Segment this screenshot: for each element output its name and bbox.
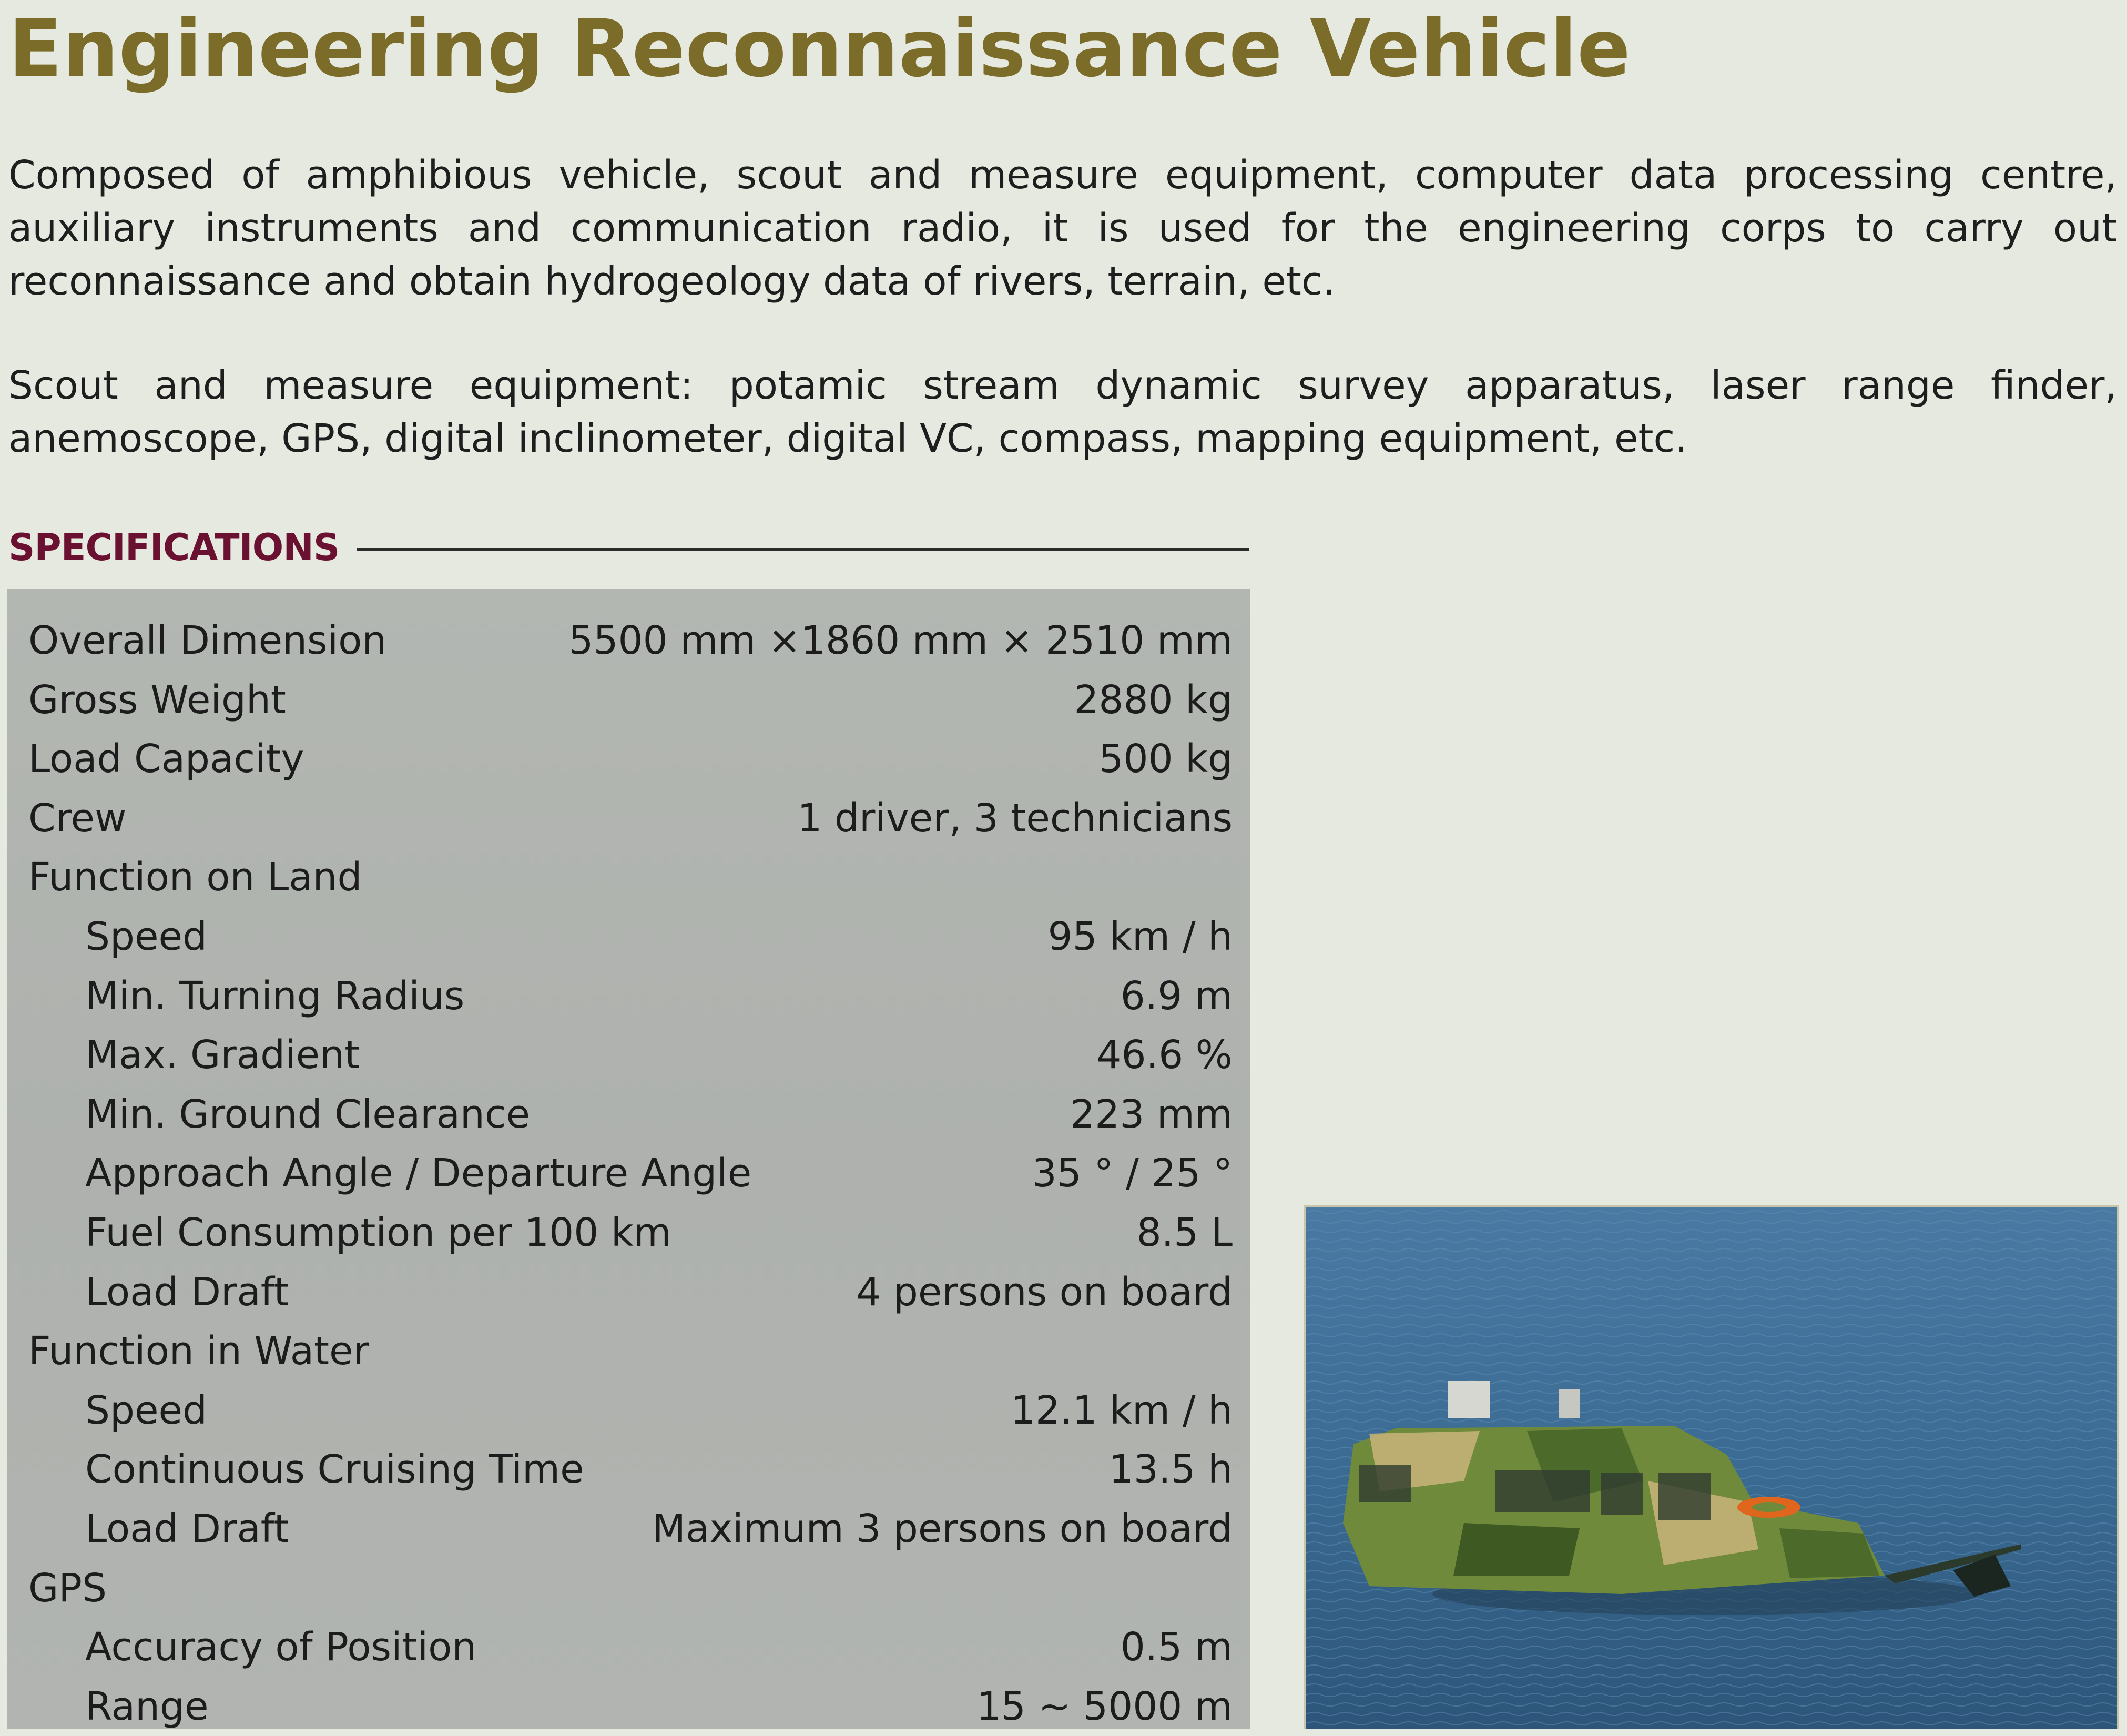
spec-value: 6.9 m [1120,973,1233,1019]
spec-label: Load Draft [85,1269,289,1315]
spec-label: Function in Water [28,1328,370,1374]
specifications-list [28,611,1233,1736]
spec-label: Load Capacity [28,736,304,782]
spec-row [28,967,1233,1026]
amphibious-vehicle-image [1306,1207,2119,1729]
spec-label: Min. Turning Radius [85,973,465,1019]
spec-value: 15 ~ 5000 m [976,1683,1233,1729]
spec-label: Approach Angle / Departure Angle [85,1151,752,1196]
spec-row [28,1026,1233,1085]
spec-row [28,1440,1233,1499]
spec-label: Gross Weight [28,677,286,723]
spec-value: 2880 kg [1074,677,1233,723]
spec-label: Function on Land [28,855,362,900]
specifications-heading [8,524,1249,571]
spec-row [28,907,1233,967]
specifications-table [7,589,1250,1729]
description-paragraph: Composed of amphibious vehicle, scout and measure equipment, computer data processing centre, auxiliary instruments and communication radio, it is used for the engineering corps to carry out reconnaissance and obtain hydrogeology data of rivers, terrain, etc. [8,153,2117,304]
vehicle-photo [1304,1205,2119,1729]
spec-value: 12.1 km / h [1010,1387,1233,1433]
spec-label: Min. Ground Clearance [85,1091,531,1137]
spec-value: 500 kg [1098,736,1233,782]
spec-row [28,1322,1233,1381]
spec-value: 1 driver, 3 technicians [797,795,1233,841]
spec-row [28,1381,1233,1440]
spec-value: 95 km / h [1047,913,1233,959]
page-title: Engineering Reconnaissance Vehicle [8,3,1631,95]
spec-row [28,1559,1233,1618]
spec-value: 223 mm [1070,1091,1233,1137]
spec-label: Range [85,1683,209,1729]
spec-label: Load Draft [85,1506,289,1551]
heading-rule [357,548,1249,551]
spec-row [28,729,1233,789]
spec-value: 8.5 L [1136,1210,1233,1255]
equipment-paragraph: Scout and measure equipment: potamic stream dynamic survey apparatus, laser range finder, anemoscope, GPS, digital inclinometer, digital VC, compass, mapping equipment, etc. [8,363,2117,461]
spec-value: 0.5 m [1120,1625,1233,1670]
spec-label: GPS [28,1565,107,1611]
specifications-heading-label: SPECIFICATIONS [8,526,340,569]
spec-row [28,611,1233,671]
spec-row [28,671,1233,730]
spec-value: 13.5 h [1108,1447,1233,1493]
spec-label: Accuracy of Position [85,1625,477,1670]
spec-row [28,1203,1233,1263]
spec-row [28,1618,1233,1677]
spec-value: 35 ° / 25 ° [1032,1151,1233,1196]
spec-value: 4 persons on board [856,1269,1233,1315]
spec-row [28,789,1233,848]
spec-value: 5500 mm ×1860 mm × 2510 mm [568,618,1233,663]
spec-row [28,1085,1233,1144]
spec-label: Max. Gradient [85,1032,360,1078]
spec-row [28,1677,1233,1736]
spec-label: Continuous Cruising Time [85,1447,584,1493]
spec-label: Crew [28,795,127,841]
spec-value: Maximum 3 persons on board [652,1506,1233,1551]
spec-row [28,1263,1233,1322]
spec-row [28,848,1233,907]
spec-label: Fuel Consumption per 100 km [85,1210,671,1255]
spec-row [28,1144,1233,1203]
spec-label: Overall Dimension [28,618,387,663]
spec-row [28,1499,1233,1559]
spec-label: Speed [85,1387,207,1433]
spec-value: 46.6 % [1096,1032,1233,1078]
spec-label: Speed [85,913,207,959]
